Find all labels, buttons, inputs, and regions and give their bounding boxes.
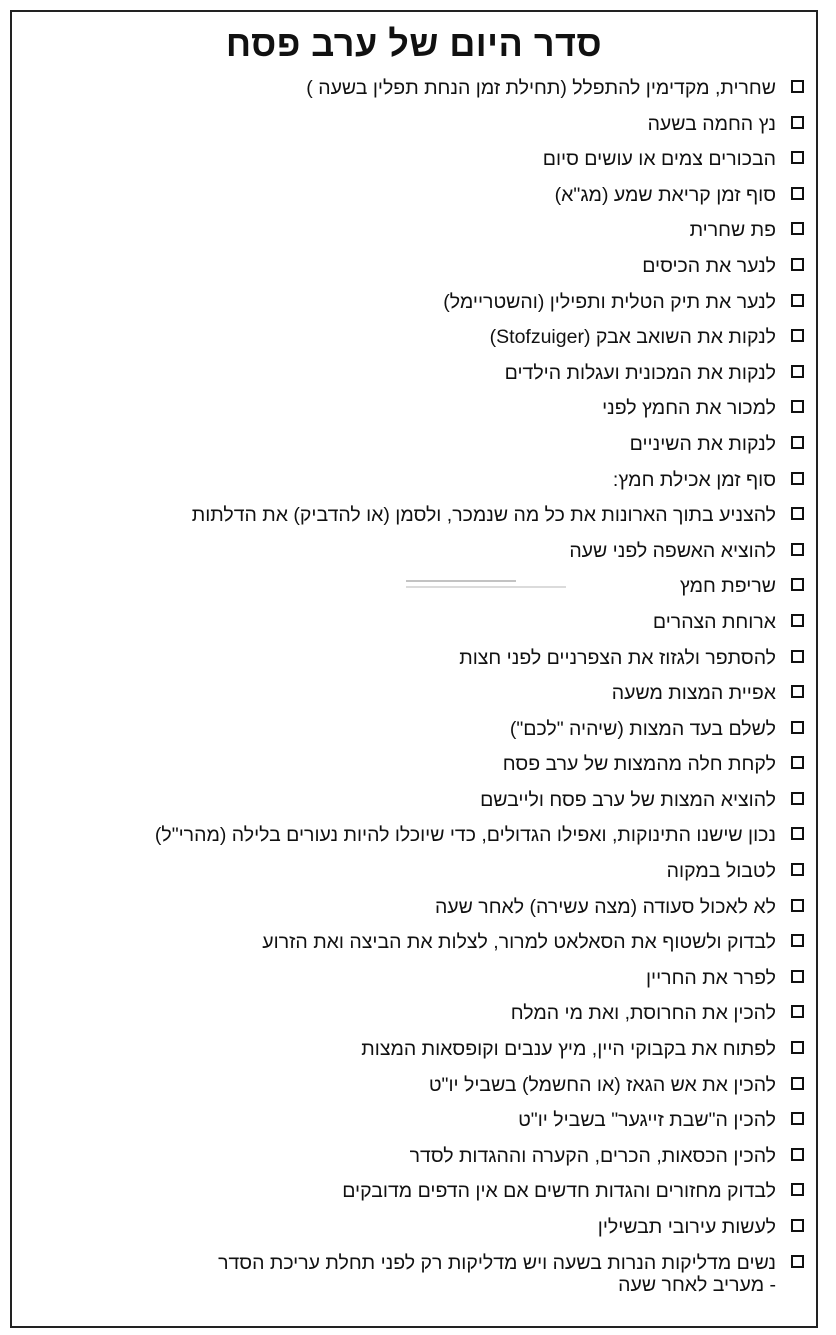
checklist-item-label: הבכורים צמים או עושים סיום <box>542 148 776 171</box>
checklist-item-label: למכור את החמץ לפני <box>602 397 776 420</box>
checkbox[interactable] <box>791 1148 804 1161</box>
checkbox[interactable] <box>791 863 804 876</box>
checklist-item <box>18 891 776 927</box>
checklist-item-label: לקחת חלה מהמצות של ערב פסח <box>502 753 776 776</box>
checkbox[interactable] <box>791 472 804 485</box>
checkbox[interactable] <box>791 970 804 983</box>
checklist-item-label-continued: - מעריב לאחר שעה <box>618 1273 776 1296</box>
checklist-item-label: לנער את הכיסים <box>642 254 776 277</box>
checklist-item-label: להכין את החרוסת, ואת מי המלח <box>510 1002 776 1025</box>
checklist-item <box>18 570 776 606</box>
checklist-item-label: סוף זמן קריאת שמע (מג"א) <box>554 183 776 206</box>
checklist-item <box>18 855 776 891</box>
checklist-item <box>18 143 776 179</box>
checklist-item-label: נכון שישנו התינוקות, ואפילו הגדולים, כדי שיוכלו להיות נעורים בלילה (מהרי"ל) <box>154 824 776 847</box>
checklist-item <box>18 962 776 998</box>
checklist-item <box>18 1104 776 1140</box>
checklist-item-label: להוציא המצות של ערב פסח ולייבשם <box>480 788 776 811</box>
checkbox[interactable] <box>791 1005 804 1018</box>
checkbox[interactable] <box>791 1077 804 1090</box>
checklist-item <box>18 1211 776 1247</box>
checklist-item-label: לעשות עירובי תבשילין <box>597 1216 776 1238</box>
checkbox[interactable] <box>791 151 804 164</box>
checklist-item <box>18 286 776 322</box>
checklist-item-label: לבדוק מחזורים והגדות חדשים אם אין הדפים מדובקים <box>342 1180 776 1203</box>
checkbox[interactable] <box>791 1183 804 1196</box>
checklist-item-label: פת שחרית <box>689 219 776 242</box>
checkbox[interactable] <box>791 222 804 235</box>
checklist-item-label: לא לאכול סעודה (מצה עשירה) לאחר שעה <box>434 895 776 918</box>
checklist-item <box>18 1175 776 1211</box>
checkbox[interactable] <box>791 1041 804 1054</box>
checkbox[interactable] <box>791 436 804 449</box>
checklist-document <box>10 10 818 1328</box>
checklist-item <box>18 1140 776 1176</box>
checklist-item <box>18 784 776 820</box>
checkbox[interactable] <box>791 258 804 271</box>
checkbox[interactable] <box>791 650 804 663</box>
checklist-item-label: להוציא האשפה לפני שעה <box>569 539 776 562</box>
checklist-item <box>18 392 776 428</box>
checklist-item <box>18 535 776 571</box>
checklist-item <box>18 606 776 642</box>
checklist-item <box>18 428 776 464</box>
checklist-item <box>18 499 776 535</box>
checklist-item-label: שחרית, מקדימין להתפלל (תחילת זמן הנחת תפלין בשעה ) <box>306 77 776 99</box>
checkbox[interactable] <box>791 685 804 698</box>
checkbox[interactable] <box>791 1112 804 1125</box>
page-title: סדר היום של ערב פסח <box>225 23 603 64</box>
checkbox[interactable] <box>791 329 804 342</box>
checkbox[interactable] <box>791 365 804 378</box>
checklist-item <box>18 997 776 1033</box>
checklist-item <box>18 642 776 678</box>
checklist-item-label: לנקות את השיניים <box>629 432 776 455</box>
checklist-item-label: לנקות את המכונית ועגלות הילדים <box>504 361 776 384</box>
checklist-item-label: לטבול במקוה <box>666 860 776 883</box>
scan-smudge <box>406 586 566 588</box>
checklist-item <box>18 250 776 286</box>
checklist-item-label: נשים מדליקות הנרות בשעה ויש מדליקות רק לפני תחלת עריכת הסדר <box>218 1251 776 1274</box>
checklist-item-label: להכין ה"שבת זייגער" בשביל יו"ט <box>518 1109 776 1132</box>
checklist-item <box>18 357 776 393</box>
checklist-item-label: ארוחת הצהרים <box>652 610 776 633</box>
checkbox[interactable] <box>791 80 804 93</box>
checklist-item-label: להכין את אש הגאז (או החשמל) בשביל יו"ט <box>428 1073 776 1096</box>
checklist-item-label: להכין הכסאות, הכרים, הקערה וההגדות לסדר <box>409 1144 776 1167</box>
checkbox[interactable] <box>791 792 804 805</box>
checkbox[interactable] <box>791 507 804 520</box>
checklist-item-label: לנער את תיק הטלית ותפילין (והשטריימל) <box>443 290 776 313</box>
checklist-item-label: לפרר את החריין <box>645 966 776 989</box>
checklist-item-label: לפתוח את בקבוקי היין, מיץ ענבים וקופסאות המצות <box>361 1038 776 1061</box>
checklist-item <box>18 1247 776 1297</box>
checklist-item <box>18 108 776 144</box>
checklist-item-label: לשלם בעד המצות (שיהיה "לכם") <box>509 717 776 740</box>
checkbox[interactable] <box>791 543 804 556</box>
checklist-item-label: אפיית המצות משעה <box>611 682 776 705</box>
checklist-item <box>18 214 776 250</box>
checkbox[interactable] <box>791 1219 804 1232</box>
checklist-item <box>18 72 776 108</box>
checklist-item <box>18 748 776 784</box>
checkbox[interactable] <box>791 756 804 769</box>
checkbox[interactable] <box>791 721 804 734</box>
checklist-item <box>18 464 776 500</box>
checklist-item-label: לבדוק ולשטוף את הסאלאט למרור, לצלות את הביצה ואת הזרוע <box>262 931 776 954</box>
checklist-item-label: לנקות את השואב אבק (Stofzuiger) <box>489 326 776 349</box>
checkbox[interactable] <box>791 934 804 947</box>
checkbox[interactable] <box>791 400 804 413</box>
checklist <box>12 72 816 1297</box>
checklist-item <box>18 1069 776 1105</box>
checklist-item-label: להצניע בתוך הארונות את כל מה שנמכר, ולסמן (או להדביק) את הדלתות <box>191 504 776 527</box>
checklist-item-label: סוף זמן אכילת חמץ: <box>612 468 776 491</box>
checklist-item-label: להסתפר ולגזוז את הצפרניים לפני חצות <box>459 646 776 669</box>
checklist-item-label: נץ החמה בשעה <box>647 112 776 135</box>
checklist-item <box>18 1033 776 1069</box>
checkbox[interactable] <box>791 187 804 200</box>
checkbox[interactable] <box>791 578 804 591</box>
checklist-item <box>18 677 776 713</box>
checklist-item <box>18 819 776 855</box>
checkbox[interactable] <box>791 827 804 840</box>
checkbox[interactable] <box>791 1255 804 1268</box>
checkbox[interactable] <box>791 899 804 912</box>
checkbox[interactable] <box>791 614 804 627</box>
checklist-item-label: שריפת חמץ <box>679 575 776 598</box>
checkbox[interactable] <box>791 116 804 129</box>
checklist-item <box>18 179 776 215</box>
checklist-item <box>18 926 776 962</box>
checklist-item <box>18 321 776 357</box>
scan-smudge <box>406 580 516 582</box>
checkbox[interactable] <box>791 294 804 307</box>
checklist-item <box>18 713 776 749</box>
